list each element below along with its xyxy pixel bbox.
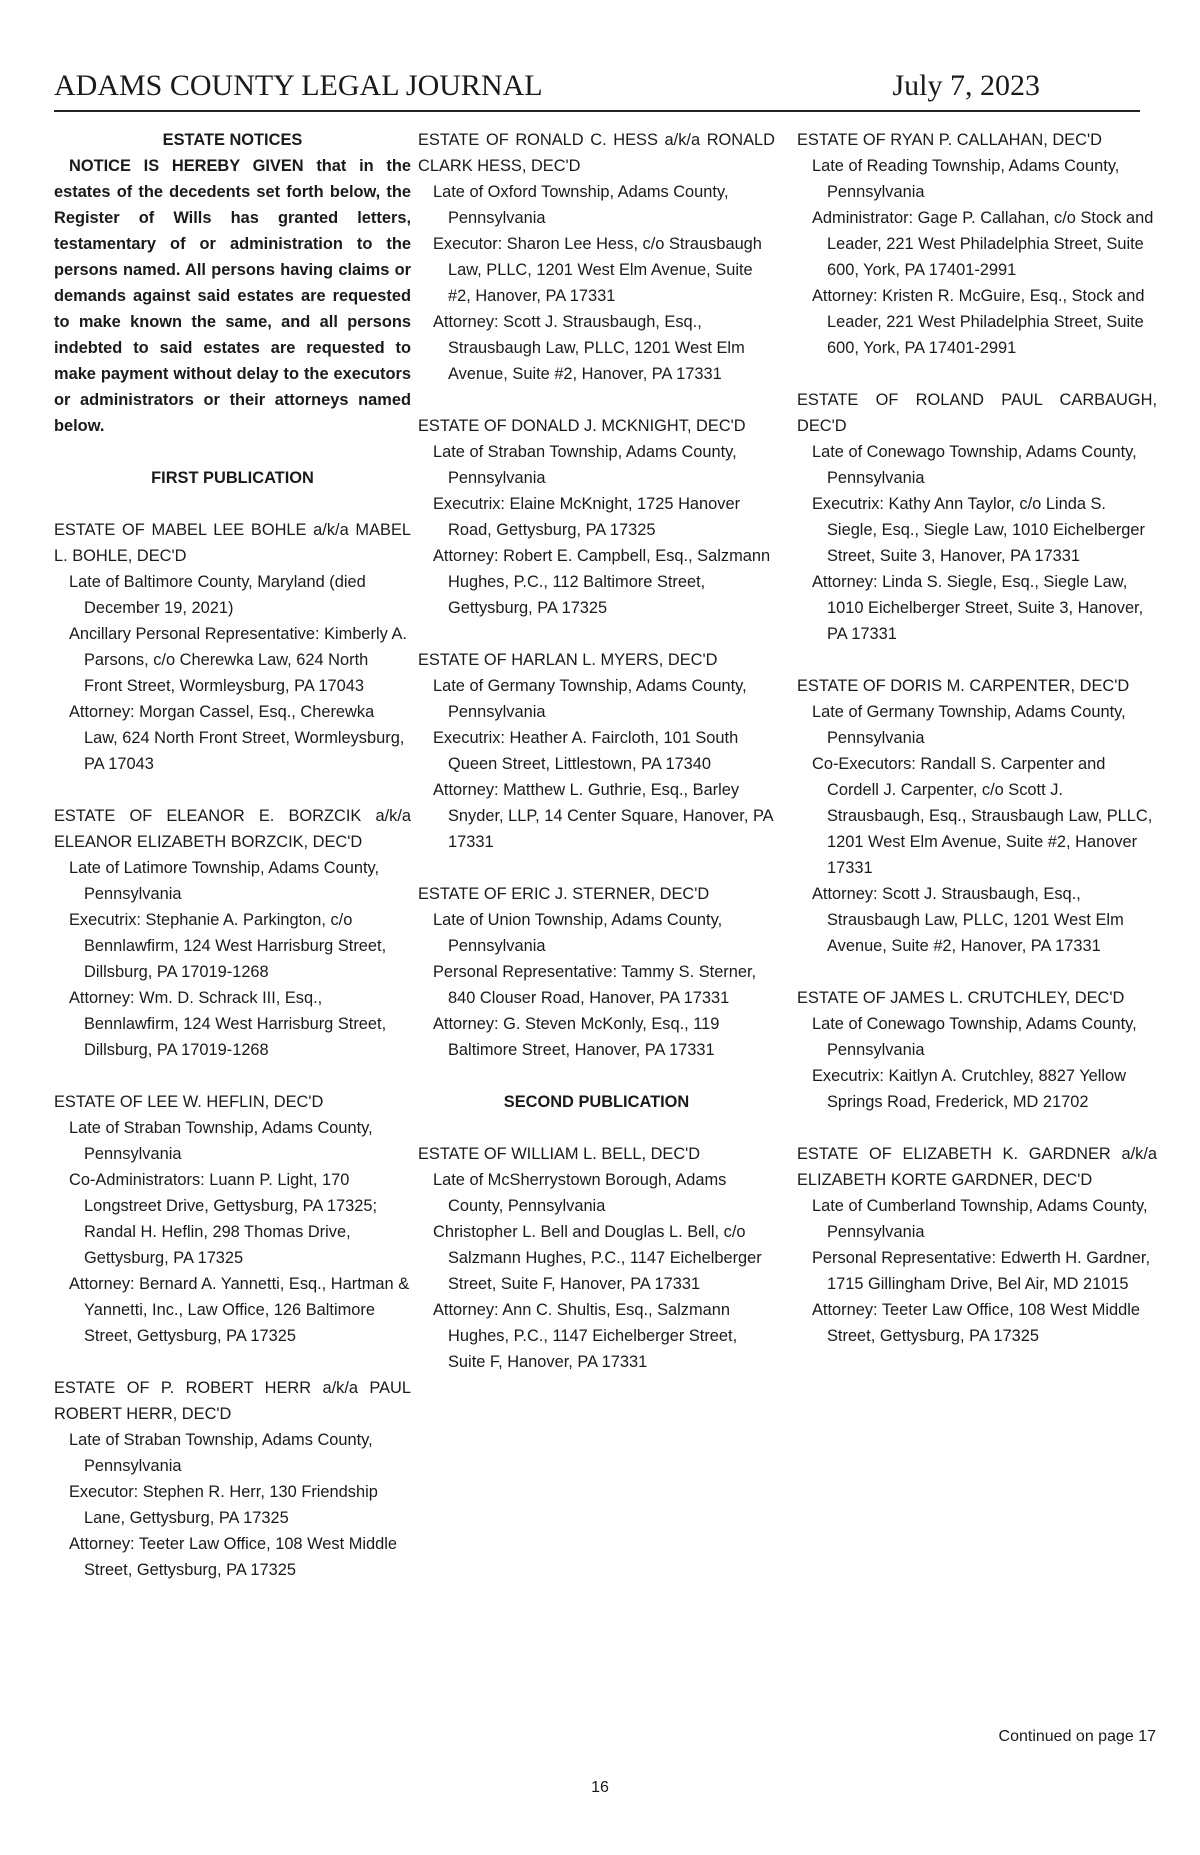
estate-detail-line: Late of Straban Township, Adams County, Pennsylvania <box>69 1119 373 1163</box>
estate-notice <box>797 985 1157 1115</box>
estate-detail-line: Co-Executors: Randall S. Carpenter and Cordell J. Carpenter, c/o Scott J. Strausbaugh, Esq., Strausbaugh Law, PLLC, 1201 West Elm Avenue, Suite #2, Hanover 17331 <box>812 755 1153 877</box>
estate-detail-line: Attorney: Wm. D. Schrack III, Esq., Bennlawfirm, 124 West Harrisburg Street, Dillsburg, PA 17019-1268 <box>69 989 387 1059</box>
notices-intro <box>54 153 411 439</box>
estate-detail-line: Late of Straban Township, Adams County, Pennsylvania <box>433 443 737 487</box>
estate-detail-line: Attorney: Scott J. Strausbaugh, Esq., Strausbaugh Law, PLLC, 1201 West Elm Avenue, Suite #2, Hanover, PA 17331 <box>812 885 1124 955</box>
estate-detail-line: Attorney: Morgan Cassel, Esq., Cherewka Law, 624 North Front Street, Wormleysburg, PA 17043 <box>69 703 405 773</box>
estate-notice <box>418 881 775 1063</box>
estate-detail-line: Late of Union Township, Adams County, Pennsylvania <box>433 911 723 955</box>
estate-notice <box>54 803 411 1063</box>
estate-detail-line: Christopher L. Bell and Douglas L. Bell, c/o Salzmann Hughes, P.C., 1147 Eichelberger Street, Suite F, Hanover, PA 17331 <box>433 1223 762 1293</box>
notices-title: ESTATE NOTICES <box>162 131 303 149</box>
estate-detail-line: Late of Germany Township, Adams County, Pennsylvania <box>433 677 747 721</box>
estate-title: ESTATE OF RYAN P. CALLAHAN, DEC'D <box>797 131 1102 149</box>
estate-detail-line: Attorney: Matthew L. Guthrie, Esq., Barley Snyder, LLP, 14 Center Square, Hanover, PA 17331 <box>433 781 773 851</box>
continued-note: Continued on page 17 <box>998 1728 1156 1745</box>
estate-notice <box>797 387 1157 647</box>
estate-detail-line: Personal Representative: Tammy S. Sterner, 840 Clouser Road, Hanover, PA 17331 <box>433 963 757 1007</box>
estate-notice <box>797 127 1157 361</box>
estate-detail-line: Executor: Stephen R. Herr, 130 Friendship Lane, Gettysburg, PA 17325 <box>69 1483 378 1527</box>
estate-title: ESTATE OF HARLAN L. MYERS, DEC'D <box>418 651 718 669</box>
estate-detail-line: Attorney: Kristen R. McGuire, Esq., Stock and Leader, 221 West Philadelphia Street, Suite 600, York, PA 17401-2991 <box>812 287 1145 357</box>
estate-title: ESTATE OF ERIC J. STERNER, DEC'D <box>418 885 710 903</box>
notices-intro-body: that in the estates of the decedents set forth below, the Register of Wills has granted letters, testamentary of or administration to the persons named. All persons having claims or demands against said estates are requested to make known the same, and all persons indebted to said estates are requested to make payment without delay to the executors or administrators or their attorneys named below. <box>54 157 411 435</box>
estate-detail-line: Executrix: Kathy Ann Taylor, c/o Linda S. Siegle, Esq., Siegle Law, 1010 Eichelberger Street, Suite 3, Hanover, PA 17331 <box>812 495 1146 565</box>
estate-detail-line: Executrix: Stephanie A. Parkington, c/o Bennlawfirm, 124 West Harrisburg Street, Dillsburg, PA 17019-1268 <box>69 911 387 981</box>
estate-detail-line: Executor: Sharon Lee Hess, c/o Strausbaugh Law, PLLC, 1201 West Elm Avenue, Suite #2, Hanover, PA 17331 <box>433 235 762 305</box>
estate-notice <box>418 647 775 855</box>
estate-detail-line: Co-Administrators: Luann P. Light, 170 Longstreet Drive, Gettysburg, PA 17325; Randal H. Heflin, 298 Thomas Drive, Gettysburg, PA 17325 <box>69 1171 378 1267</box>
estate-title: ESTATE OF JAMES L. CRUTCHLEY, DEC'D <box>797 989 1125 1007</box>
estate-detail-line: Attorney: Scott J. Strausbaugh, Esq., Strausbaugh Law, PLLC, 1201 West Elm Avenue, Suite #2, Hanover, PA 17331 <box>433 313 745 383</box>
estate-title: ESTATE OF RONALD C. HESS a/k/a RONALD CLARK HESS, DEC'D <box>418 131 775 175</box>
estate-title: ESTATE OF ELIZABETH K. GARDNER a/k/a ELIZABETH KORTE GARDNER, DEC'D <box>797 1145 1157 1189</box>
estate-detail-line: Late of Baltimore County, Maryland (died December 19, 2021) <box>69 573 366 617</box>
column-2 <box>418 127 775 1401</box>
estate-detail-line: Attorney: Ann C. Shultis, Esq., Salzmann Hughes, P.C., 1147 Eichelberger Street, Suite F, Hanover, PA 17331 <box>433 1301 738 1371</box>
estate-title: ESTATE OF DORIS M. CARPENTER, DEC'D <box>797 677 1130 695</box>
estate-detail-line: Attorney: G. Steven McKonly, Esq., 119 Baltimore Street, Hanover, PA 17331 <box>433 1015 720 1059</box>
estate-detail-line: Executrix: Elaine McKnight, 1725 Hanover Road, Gettysburg, PA 17325 <box>433 495 741 539</box>
estate-notice <box>418 127 775 387</box>
estate-detail-line: Executrix: Kaitlyn A. Crutchley, 8827 Yellow Springs Road, Frederick, MD 21702 <box>812 1067 1127 1111</box>
column-1 <box>54 127 411 1609</box>
estate-title: ESTATE OF ELEANOR E. BORZCIK a/k/a ELEANOR ELIZABETH BORZCIK, DEC'D <box>54 807 411 851</box>
col1-estates <box>54 517 411 1583</box>
estate-detail-line: Late of Reading Township, Adams County, Pennsylvania <box>812 157 1120 201</box>
estate-title: ESTATE OF P. ROBERT HERR a/k/a PAUL ROBERT HERR, DEC'D <box>54 1379 411 1423</box>
estate-title: ESTATE OF ROLAND PAUL CARBAUGH, DEC'D <box>797 391 1157 435</box>
issue-date: July 7, 2023 <box>892 69 1040 102</box>
estate-title: ESTATE OF MABEL LEE BOHLE a/k/a MABEL L. BOHLE, DEC'D <box>54 521 411 565</box>
journal-title: ADAMS COUNTY LEGAL JOURNAL <box>54 69 543 102</box>
estate-notice <box>54 517 411 777</box>
col3-estates <box>797 127 1157 1349</box>
estate-detail-line: Attorney: Teeter Law Office, 108 West Middle Street, Gettysburg, PA 17325 <box>812 1301 1140 1345</box>
estate-detail-line: Executrix: Heather A. Faircloth, 101 South Queen Street, Littlestown, PA 17340 <box>433 729 739 773</box>
estate-detail-line: Attorney: Robert E. Campbell, Esq., Salzmann Hughes, P.C., 112 Baltimore Street, Gettysburg, PA 17325 <box>433 547 771 617</box>
estate-detail-line: Late of Cumberland Township, Adams County, Pennsylvania <box>812 1197 1148 1241</box>
estate-notice <box>54 1375 411 1583</box>
estate-detail-line: Attorney: Linda S. Siegle, Esq., Siegle Law, 1010 Eichelberger Street, Suite 3, Hanover, PA 17331 <box>812 573 1144 643</box>
estate-detail-line: Late of Latimore Township, Adams County, Pennsylvania <box>69 859 380 903</box>
second-publication-heading: SECOND PUBLICATION <box>503 1093 690 1111</box>
first-publication-heading: FIRST PUBLICATION <box>151 469 314 487</box>
estate-detail-line: Ancillary Personal Representative: Kimberly A. Parsons, c/o Cherewka Law, 624 North Front Street, Wormleysburg, PA 17043 <box>69 625 407 695</box>
estate-title: ESTATE OF WILLIAM L. BELL, DEC'D <box>418 1145 701 1163</box>
estate-detail-line: Attorney: Teeter Law Office, 108 West Middle Street, Gettysburg, PA 17325 <box>69 1535 397 1579</box>
estate-detail-line: Late of Conewago Township, Adams County, Pennsylvania <box>812 443 1137 487</box>
col2-estates <box>418 127 775 1063</box>
estate-detail-line: Personal Representative: Edwerth H. Gardner, 1715 Gillingham Drive, Bel Air, MD 21015 <box>812 1249 1151 1293</box>
notices-intro-lead: NOTICE IS HEREBY GIVEN <box>69 157 304 175</box>
estate-notice <box>797 673 1157 959</box>
estate-detail-line: Late of McSherrystown Borough, Adams County, Pennsylvania <box>433 1171 727 1215</box>
col2-second-estates <box>418 1141 775 1375</box>
page-header <box>54 66 1140 112</box>
estate-notice <box>797 1141 1157 1349</box>
estate-detail-line: Administrator: Gage P. Callahan, c/o Stock and Leader, 221 West Philadelphia Street, Suite 600, York, PA 17401-2991 <box>812 209 1154 279</box>
estate-detail-line: Late of Straban Township, Adams County, Pennsylvania <box>69 1431 373 1475</box>
estate-detail-line: Late of Conewago Township, Adams County, Pennsylvania <box>812 1015 1137 1059</box>
estate-notice <box>418 413 775 621</box>
estate-detail-line: Late of Germany Township, Adams County, Pennsylvania <box>812 703 1126 747</box>
page-number: 16 <box>591 1779 609 1796</box>
estate-detail-line: Late of Oxford Township, Adams County, Pennsylvania <box>433 183 729 227</box>
estate-title: ESTATE OF DONALD J. MCKNIGHT, DEC'D <box>418 417 746 435</box>
estate-title: ESTATE OF LEE W. HEFLIN, DEC'D <box>54 1093 324 1111</box>
estate-detail-line: Attorney: Bernard A. Yannetti, Esq., Hartman & Yannetti, Inc., Law Office, 126 Baltimore Street, Gettysburg, PA 17325 <box>69 1275 410 1345</box>
column-3 <box>797 127 1157 1375</box>
estate-notice <box>418 1141 775 1375</box>
estate-notice <box>54 1089 411 1349</box>
